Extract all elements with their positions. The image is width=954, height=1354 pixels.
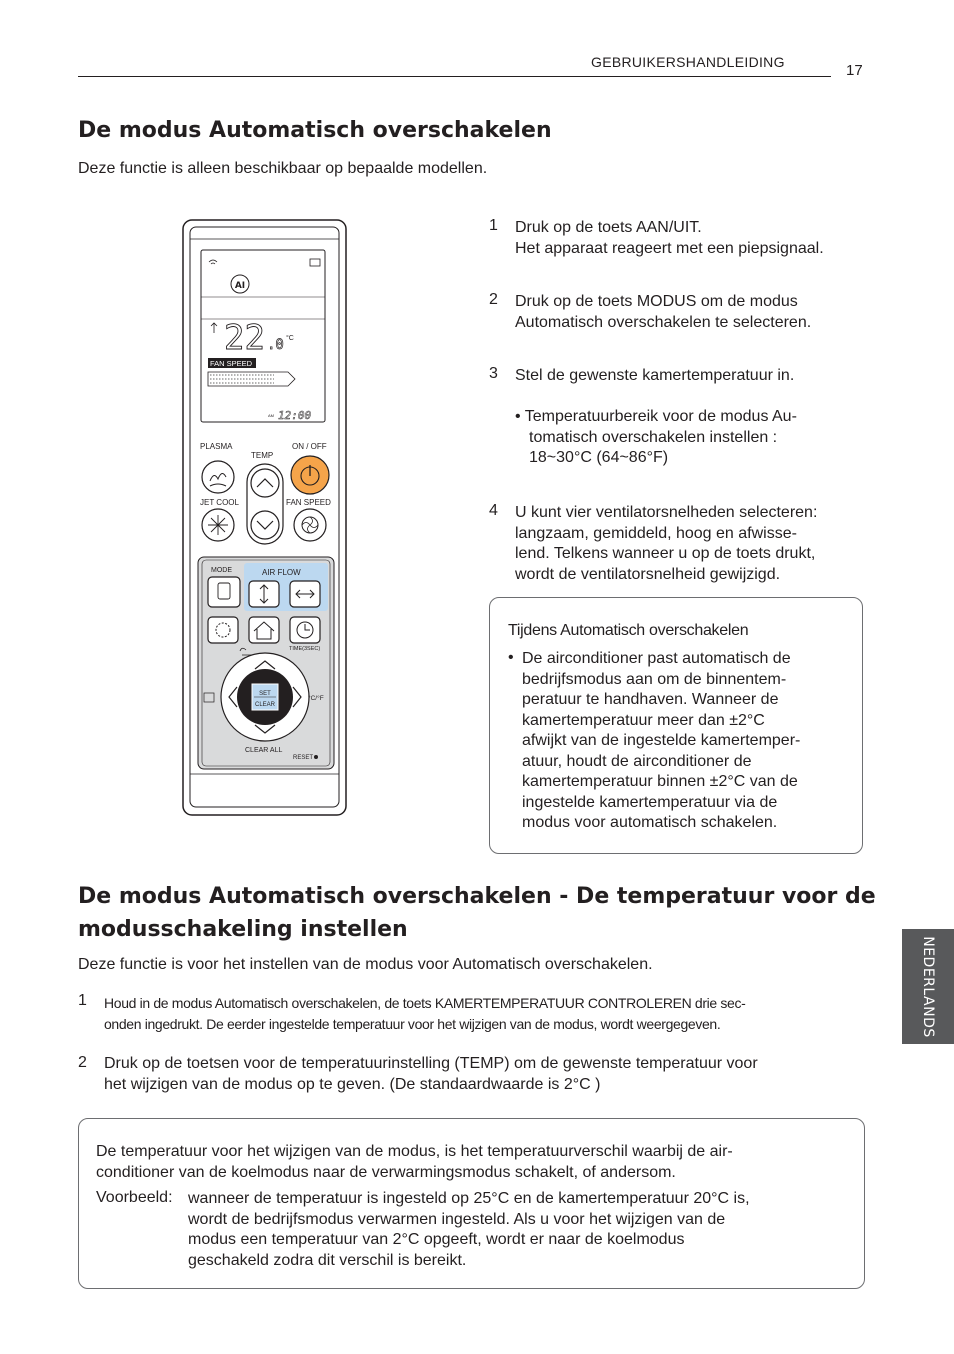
step1-line: Het apparaat reageert met een piepsignaal. bbox=[515, 239, 824, 257]
note2-text bbox=[96, 1142, 841, 1183]
step2-line: Automatisch overschakelen te selecteren. bbox=[515, 313, 812, 331]
plasma-label: PLASMA bbox=[200, 442, 233, 451]
running-header: GEBRUIKERSHANDLEIDING bbox=[591, 54, 785, 70]
reset-label: RESET bbox=[293, 755, 314, 761]
example-line: geschakeld zodra dit verschil is bereikt. bbox=[188, 1251, 467, 1269]
mode-label: MODE bbox=[211, 567, 232, 574]
note-line: De airconditioner past automatisch de bbox=[522, 650, 791, 667]
s2-step2-line: het wijzigen van de modus op te geven. (De standaardwaarde is 2°C ) bbox=[104, 1075, 601, 1093]
temp-label: TEMP bbox=[251, 451, 274, 460]
example-line: wordt de bedrijfsmodus verwarmen ingesteld. Als u voor het wijzigen van de bbox=[188, 1210, 726, 1228]
note-line: peratuur te handhaven. Wanneer de bbox=[522, 691, 779, 708]
section1-intro: Deze functie is alleen beschikbaar op bepaalde modellen. bbox=[78, 160, 488, 177]
step3-bullet bbox=[515, 407, 797, 469]
fanspeed-label: FAN SPEED bbox=[286, 498, 331, 507]
section2-title-line: De modus Automatisch overschakelen - De temperatuur voor de bbox=[78, 884, 876, 909]
language-tab bbox=[902, 929, 954, 1044]
clear-label: CLEAR bbox=[254, 702, 276, 708]
s2-step1-number: 1 bbox=[78, 992, 87, 1009]
step2-line: Druk op de toets MODUS om de modus bbox=[515, 293, 798, 310]
s2-step1-line: Houd in de modus Automatisch overschakelen, de toets KAMERTEMPERATUUR CONTROLEREN drie sec- bbox=[104, 995, 746, 1011]
s2-step1-text bbox=[104, 993, 864, 1034]
lcd-temperature: 22 bbox=[224, 318, 265, 358]
step4-line: langzaam, gemiddeld, hoog en afwisse- bbox=[515, 524, 797, 542]
step3-bullet-line: tomatisch overschakelen instellen : bbox=[529, 428, 778, 446]
step2-text bbox=[515, 292, 811, 333]
note2-line: De temperatuur voor het wijzigen van de modus, is het temperatuurverschil waarbij de air- bbox=[96, 1143, 733, 1160]
temp-up-button[interactable] bbox=[251, 469, 279, 497]
time-sec-label: TIME(3SEC) bbox=[289, 646, 321, 652]
reset-button[interactable] bbox=[314, 755, 318, 759]
example-text bbox=[188, 1189, 848, 1271]
jetcool-label: JET COOL bbox=[200, 498, 239, 507]
section1-title: De modus Automatisch overschakelen bbox=[78, 118, 552, 143]
section2-intro: Deze functie is voor het instellen van de modus voor Automatisch overschakelen. bbox=[78, 956, 653, 973]
section2-title bbox=[78, 880, 878, 946]
note-line: afwijkt van de ingestelde kamertemper- bbox=[522, 732, 801, 749]
note-bullet: • bbox=[508, 649, 514, 666]
step4-line: wordt de ventilatorsnelheid gewijzigd. bbox=[515, 565, 781, 583]
remote-control-illustration bbox=[182, 219, 348, 816]
lcd-time-prefix: AM bbox=[268, 413, 274, 418]
onoff-label: ON / OFF bbox=[292, 442, 327, 451]
airflow-label: AIR FLOW bbox=[262, 568, 301, 577]
note-title: Tijdens Automatisch overschakelen bbox=[508, 622, 749, 639]
step3-number: 3 bbox=[489, 365, 498, 382]
step3-bullet-line: • Temperatuurbereik voor de modus Au- bbox=[515, 408, 797, 425]
step4-text bbox=[515, 503, 817, 585]
step4-number: 4 bbox=[489, 502, 498, 519]
step2-number: 2 bbox=[489, 291, 498, 308]
step1-line: Druk op de toets AAN/UIT. bbox=[515, 219, 702, 236]
step1-text bbox=[515, 218, 824, 259]
cf-label: °C/°F bbox=[308, 695, 324, 702]
step1-number: 1 bbox=[489, 217, 498, 234]
note-line: kamertemperatuur meer dan ±2°C bbox=[522, 711, 765, 729]
note-line: kamertemperatuur binnen ±2°C van de bbox=[522, 773, 798, 790]
ai-mode-text: AI bbox=[234, 281, 246, 291]
fan-speed-bar bbox=[208, 372, 295, 386]
note-line: ingestelde kamertemperatuur via de bbox=[522, 793, 778, 811]
lcd-time: 12:00 bbox=[278, 409, 312, 422]
example-line: modus een temperatuur van 2°C opgeeft, wordt er naar de koelmodus bbox=[188, 1231, 685, 1248]
s2-step2-text bbox=[104, 1054, 864, 1095]
lcd-temperature-decimal: .0 bbox=[267, 337, 284, 353]
example-line: wanneer de temperatuur is ingesteld op 25°C en de kamertemperatuur 20°C is, bbox=[188, 1190, 750, 1207]
note-line: bedrijfsmodus aan om de binnentem- bbox=[522, 670, 787, 688]
header-rule bbox=[78, 76, 831, 77]
language-tab-label: NEDERLANDS bbox=[920, 935, 936, 1038]
temp-down-button[interactable] bbox=[251, 511, 279, 539]
clearall-label: CLEAR ALL bbox=[245, 747, 283, 754]
s2-step1-line: onden ingedrukt. De eerder ingestelde temperatuur voor het wijzigen van de modus, wordt weergegeven. bbox=[104, 1015, 721, 1032]
fan-speed-badge-text: FAN SPEED bbox=[210, 359, 253, 368]
section2-title-line: modusschakeling instellen bbox=[78, 917, 408, 942]
note-line: atuur, houdt de airconditioner de bbox=[522, 752, 752, 770]
note2-line: conditioner van de koelmodus naar de verwarmingsmodus schakelt, of andersom. bbox=[96, 1163, 676, 1181]
step3-bullet-line: 18~30°C (64~86°F) bbox=[529, 449, 669, 466]
lcd-unit: °C bbox=[286, 335, 294, 342]
settings-button[interactable] bbox=[208, 617, 238, 643]
plasma-button[interactable] bbox=[202, 461, 234, 493]
step3-text: Stel de gewenste kamertemperatuur in. bbox=[515, 367, 795, 384]
s2-step2-line: Druk op de toetsen voor de temperatuurinstelling (TEMP) om de gewenste temperatuur voor bbox=[104, 1055, 758, 1072]
step4-line: lend. Telkens wanneer u op de toets drukt, bbox=[515, 545, 816, 562]
note-line: modus voor automatisch schakelen. bbox=[522, 814, 778, 831]
page-number: 17 bbox=[846, 62, 863, 79]
mode-button[interactable] bbox=[208, 577, 240, 607]
step4-line: U kunt vier ventilatorsnelheden selecteren: bbox=[515, 504, 818, 521]
note-text bbox=[522, 649, 857, 834]
example-label: Voorbeeld: bbox=[96, 1189, 173, 1206]
s2-step2-number: 2 bbox=[78, 1054, 87, 1071]
snowflake-icon bbox=[208, 515, 228, 535]
set-label: SET bbox=[259, 691, 271, 697]
